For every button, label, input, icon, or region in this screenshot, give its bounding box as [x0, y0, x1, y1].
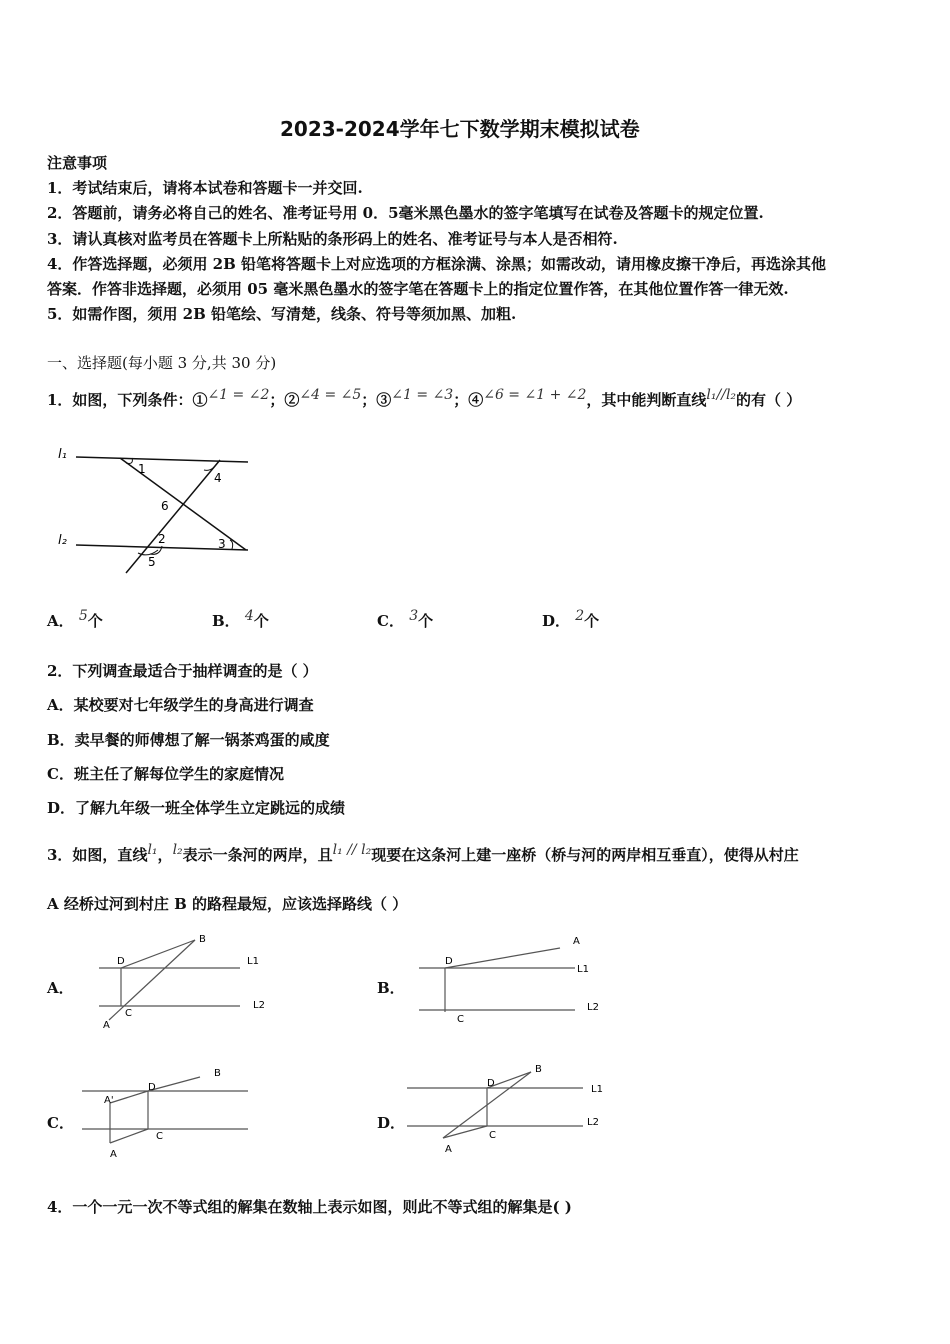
angle-label-5: 5: [148, 555, 156, 569]
q2-option-b[interactable]: B．卖早餐的师傅想了解一锅茶鸡蛋的咸度: [47, 731, 330, 749]
svg-text:B: B: [199, 934, 206, 945]
svg-text:D: D: [117, 956, 125, 967]
svg-text:L2: L2: [253, 1000, 265, 1011]
section-heading: 一、选择题(每小题 3 分,共 30 分): [47, 354, 277, 372]
svg-text:B: B: [214, 1068, 221, 1079]
svg-text:L2: L2: [587, 1117, 599, 1128]
q1-sep: ；③: [361, 391, 392, 409]
q3-figure-d: [405, 1062, 620, 1162]
svg-text:L1: L1: [577, 964, 589, 975]
q2-option-a[interactable]: A．某校要对七年级学生的身高进行调查: [47, 696, 314, 714]
q3-option-c-label[interactable]: C．: [47, 1114, 74, 1132]
angle-label-2: 2: [158, 532, 166, 546]
q2-stem: 2．下列调查最适合于抽样调查的是（ ）: [47, 662, 318, 680]
svg-text:B: B: [535, 1064, 542, 1075]
svg-text:D: D: [148, 1082, 156, 1093]
notice-item: 5．如需作图，须用 2B 铅笔绘、写清楚，线条、符号等须加黑、加粗.: [47, 305, 517, 323]
q4-stem: 4．一个一元一次不等式组的解集在数轴上表示如图，则此不等式组的解集是( ): [47, 1198, 572, 1216]
notice-item: 答案．作答非选择题，必须用 05 毫米黑色墨水的签字笔在答题卡上的指定位置作答，在其他位置作答一律无效.: [47, 280, 789, 298]
svg-text:D: D: [487, 1078, 495, 1089]
notice-item: 2．答题前，请务必将自己的姓名、准考证号用 0．5毫米黑色墨水的签字笔填写在试卷及答题卡的规定位置.: [47, 204, 764, 222]
q1-figure: [50, 440, 260, 580]
svg-text:C: C: [457, 1014, 464, 1025]
svg-text:A': A': [104, 1095, 114, 1106]
q3-option-a-label[interactable]: A．: [47, 979, 74, 997]
svg-text:L2: L2: [587, 1002, 599, 1013]
q1-sep: ；④: [453, 391, 484, 409]
q1-condition-4: ∠6 = ∠1 + ∠2: [483, 387, 587, 403]
angle-arc: [230, 540, 233, 549]
q1-prefix: 1．如图，下列条件：①: [47, 391, 208, 409]
angle-label-4: 4: [214, 471, 222, 485]
q1-condition-3: ∠1 = ∠3: [391, 387, 454, 403]
angle-label-1: 1: [138, 462, 146, 476]
svg-text:C: C: [489, 1130, 496, 1141]
svg-text:L1: L1: [591, 1084, 603, 1095]
q3-option-b-label[interactable]: B．: [377, 979, 405, 997]
svg-text:C: C: [156, 1131, 163, 1142]
q3-stem: 3．如图，直线l₁，l₂表示一条河的两岸，且l₁ // l₂现要在这条河上建一座桥（桥与河的两岸相互垂直），使得从村庄: [47, 842, 799, 864]
notice-item: 3．请认真核对监考员在答题卡上所粘贴的条形码上的姓名、准考证号与本人是否相符.: [47, 230, 618, 248]
q2-option-c[interactable]: C．班主任了解每位学生的家庭情况: [47, 765, 284, 783]
q1-sep: ，其中能判断直线: [586, 391, 707, 409]
page-title: 2023-2024学年七下数学期末模拟试卷: [280, 117, 640, 141]
q3-figure-b: [415, 930, 615, 1030]
label-l1: l₁: [58, 447, 67, 462]
q1-sep: ；②: [269, 391, 300, 409]
q1-condition-1: ∠1 = ∠2: [207, 387, 270, 403]
q3-option-d-label[interactable]: D．: [377, 1114, 406, 1132]
q1-option-c[interactable]: C． 3个: [377, 608, 434, 630]
q1-option-d[interactable]: D． 2个: [542, 608, 600, 630]
q1-parallel-lines: l₁//l₂: [706, 387, 737, 403]
transversal-2: [126, 460, 220, 573]
angle-label-6: 6: [161, 499, 169, 513]
q1-option-b[interactable]: B． 4个: [212, 608, 269, 630]
svg-text:L1: L1: [247, 956, 259, 967]
angle-arc: [204, 462, 218, 470]
q3-figure-a: [95, 930, 275, 1030]
line-l1: [76, 457, 248, 462]
svg-text:A: A: [445, 1144, 452, 1155]
notice-item: 4．作答选择题，必须用 2B 铅笔将答题卡上对应选项的方框涂满、涂黑；如需改动，请用橡皮擦干净后，再选涂其他: [47, 255, 827, 273]
q2-option-d[interactable]: D．了解九年级一班全体学生立定跳远的成绩: [47, 799, 346, 817]
angle-label-3: 3: [218, 537, 226, 551]
label-l2: l₂: [58, 533, 67, 548]
notice-item: 1．考试结束后，请将本试卷和答题卡一并交回.: [47, 179, 363, 197]
q1-option-a[interactable]: A． 5个: [47, 608, 103, 630]
notice-heading: 注意事项: [47, 154, 108, 172]
svg-text:A: A: [573, 936, 580, 947]
svg-text:D: D: [445, 956, 453, 967]
q1-condition-2: ∠4 = ∠5: [299, 387, 362, 403]
svg-text:A: A: [110, 1149, 117, 1160]
q3-stem-line2: A 经桥过河到村庄 B 的路程最短，应该选择路线（ ）: [47, 895, 408, 913]
q1-suffix: 的有（ ）: [736, 391, 802, 409]
svg-text:C: C: [125, 1008, 132, 1019]
q3-figure-c: [80, 1065, 270, 1165]
svg-text:A: A: [103, 1020, 110, 1030]
q1-stem: [47, 389, 801, 410]
